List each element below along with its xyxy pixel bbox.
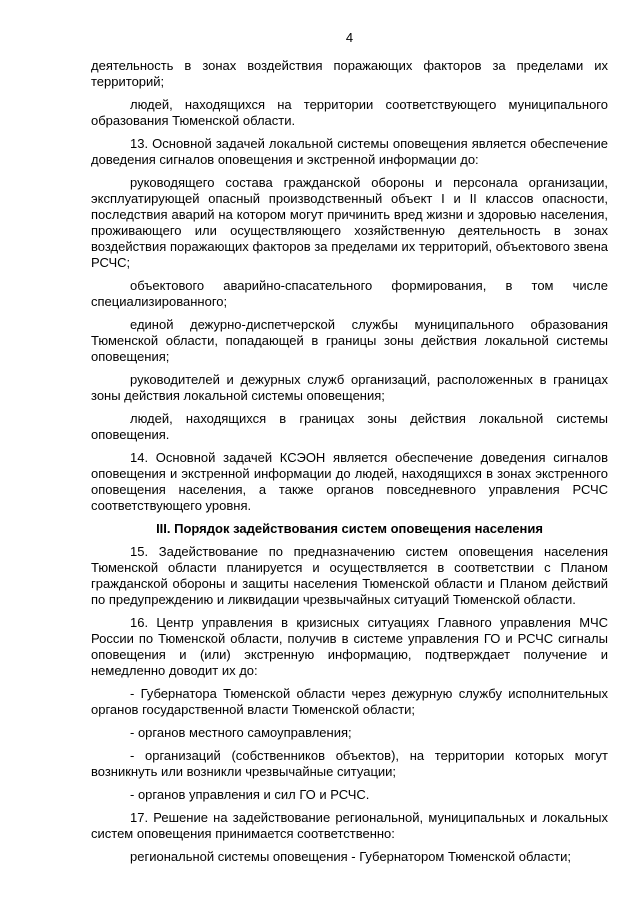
paragraph: руководителей и дежурных служб организаций, расположенных в границах зоны действия локальной системы оповещения; [91,372,608,403]
paragraph: - Губернатора Тюменской области через дежурную службу исполнительных органов государственной власти Тюменской области; [91,686,608,717]
paragraph: - органов местного самоуправления; [130,725,352,740]
paragraph: 13. Основной задачей локальной системы оповещения является обеспечение доведения сигналов оповещения и экстренной информации до: [91,136,608,167]
document-body [91,58,608,865]
paragraph: единой дежурно-диспетчерской службы муниципального образования Тюменской области, попадающей в границы зоны действия локальной системы оповещения; [91,317,608,364]
paragraph: - органов управления и сил ГО и РСЧС. [130,787,370,802]
paragraph: 16. Центр управления в кризисных ситуациях Главного управления МЧС России по Тюменской области, получив в системе управления ГО и РСЧС сигналы оповещения и (или) экстренную информацию, подтверждает получение и немедленно доводит их до: [91,615,608,678]
paragraph: региональной системы оповещения - Губернатором Тюменской области; [130,849,571,864]
paragraph: руководящего состава гражданской обороны и персонала организации, эксплуатирующей опасный производственный объект I и II классов опасности, последствия аварий на котором могут причинить вред жизни и здоровью населения, проживающего или осуществляющего хозяйственную деятельность в зонах воздействия поражающих факторов за пределами их территорий, объектового звена РСЧС; [91,175,608,270]
paragraph: 17. Решение на задействование региональной, муниципальных и локальных систем оповещения принимается соответственно: [91,810,608,841]
paragraph: людей, находящихся в границах зоны действия локальной системы оповещения. [91,411,608,442]
paragraph: 14. Основной задачей КСЭОН является обеспечение доведения сигналов оповещения и экстренной информации до людей, находящихся в зонах экстренного оповещения населения, а также органов повседневного управления РСЧС соответствующего уровня. [91,450,608,513]
paragraph: - организаций (собственников объектов), на территории которых могут возникнуть или возникли чрезвычайные ситуации; [91,748,608,779]
paragraph: деятельность в зонах воздействия поражающих факторов за пределами их территорий; [91,58,608,89]
paragraph: 15. Задействование по предназначению систем оповещения населения Тюменской области планируется и осуществляется в соответствии с Планом гражданской обороны и защиты населения Тюменской области и Планом действий по предупреждению и ликвидации чрезвычайных ситуаций Тюменской области. [91,544,608,607]
section-heading: III. Порядок задействования систем оповещения населения [156,521,543,536]
page-number: 4 [345,30,354,45]
paragraph: людей, находящихся на территории соответствующего муниципального образования Тюменской области. [91,97,608,128]
paragraph: объектового аварийно-спасательного формирования, в том числе специализированного; [91,278,608,309]
